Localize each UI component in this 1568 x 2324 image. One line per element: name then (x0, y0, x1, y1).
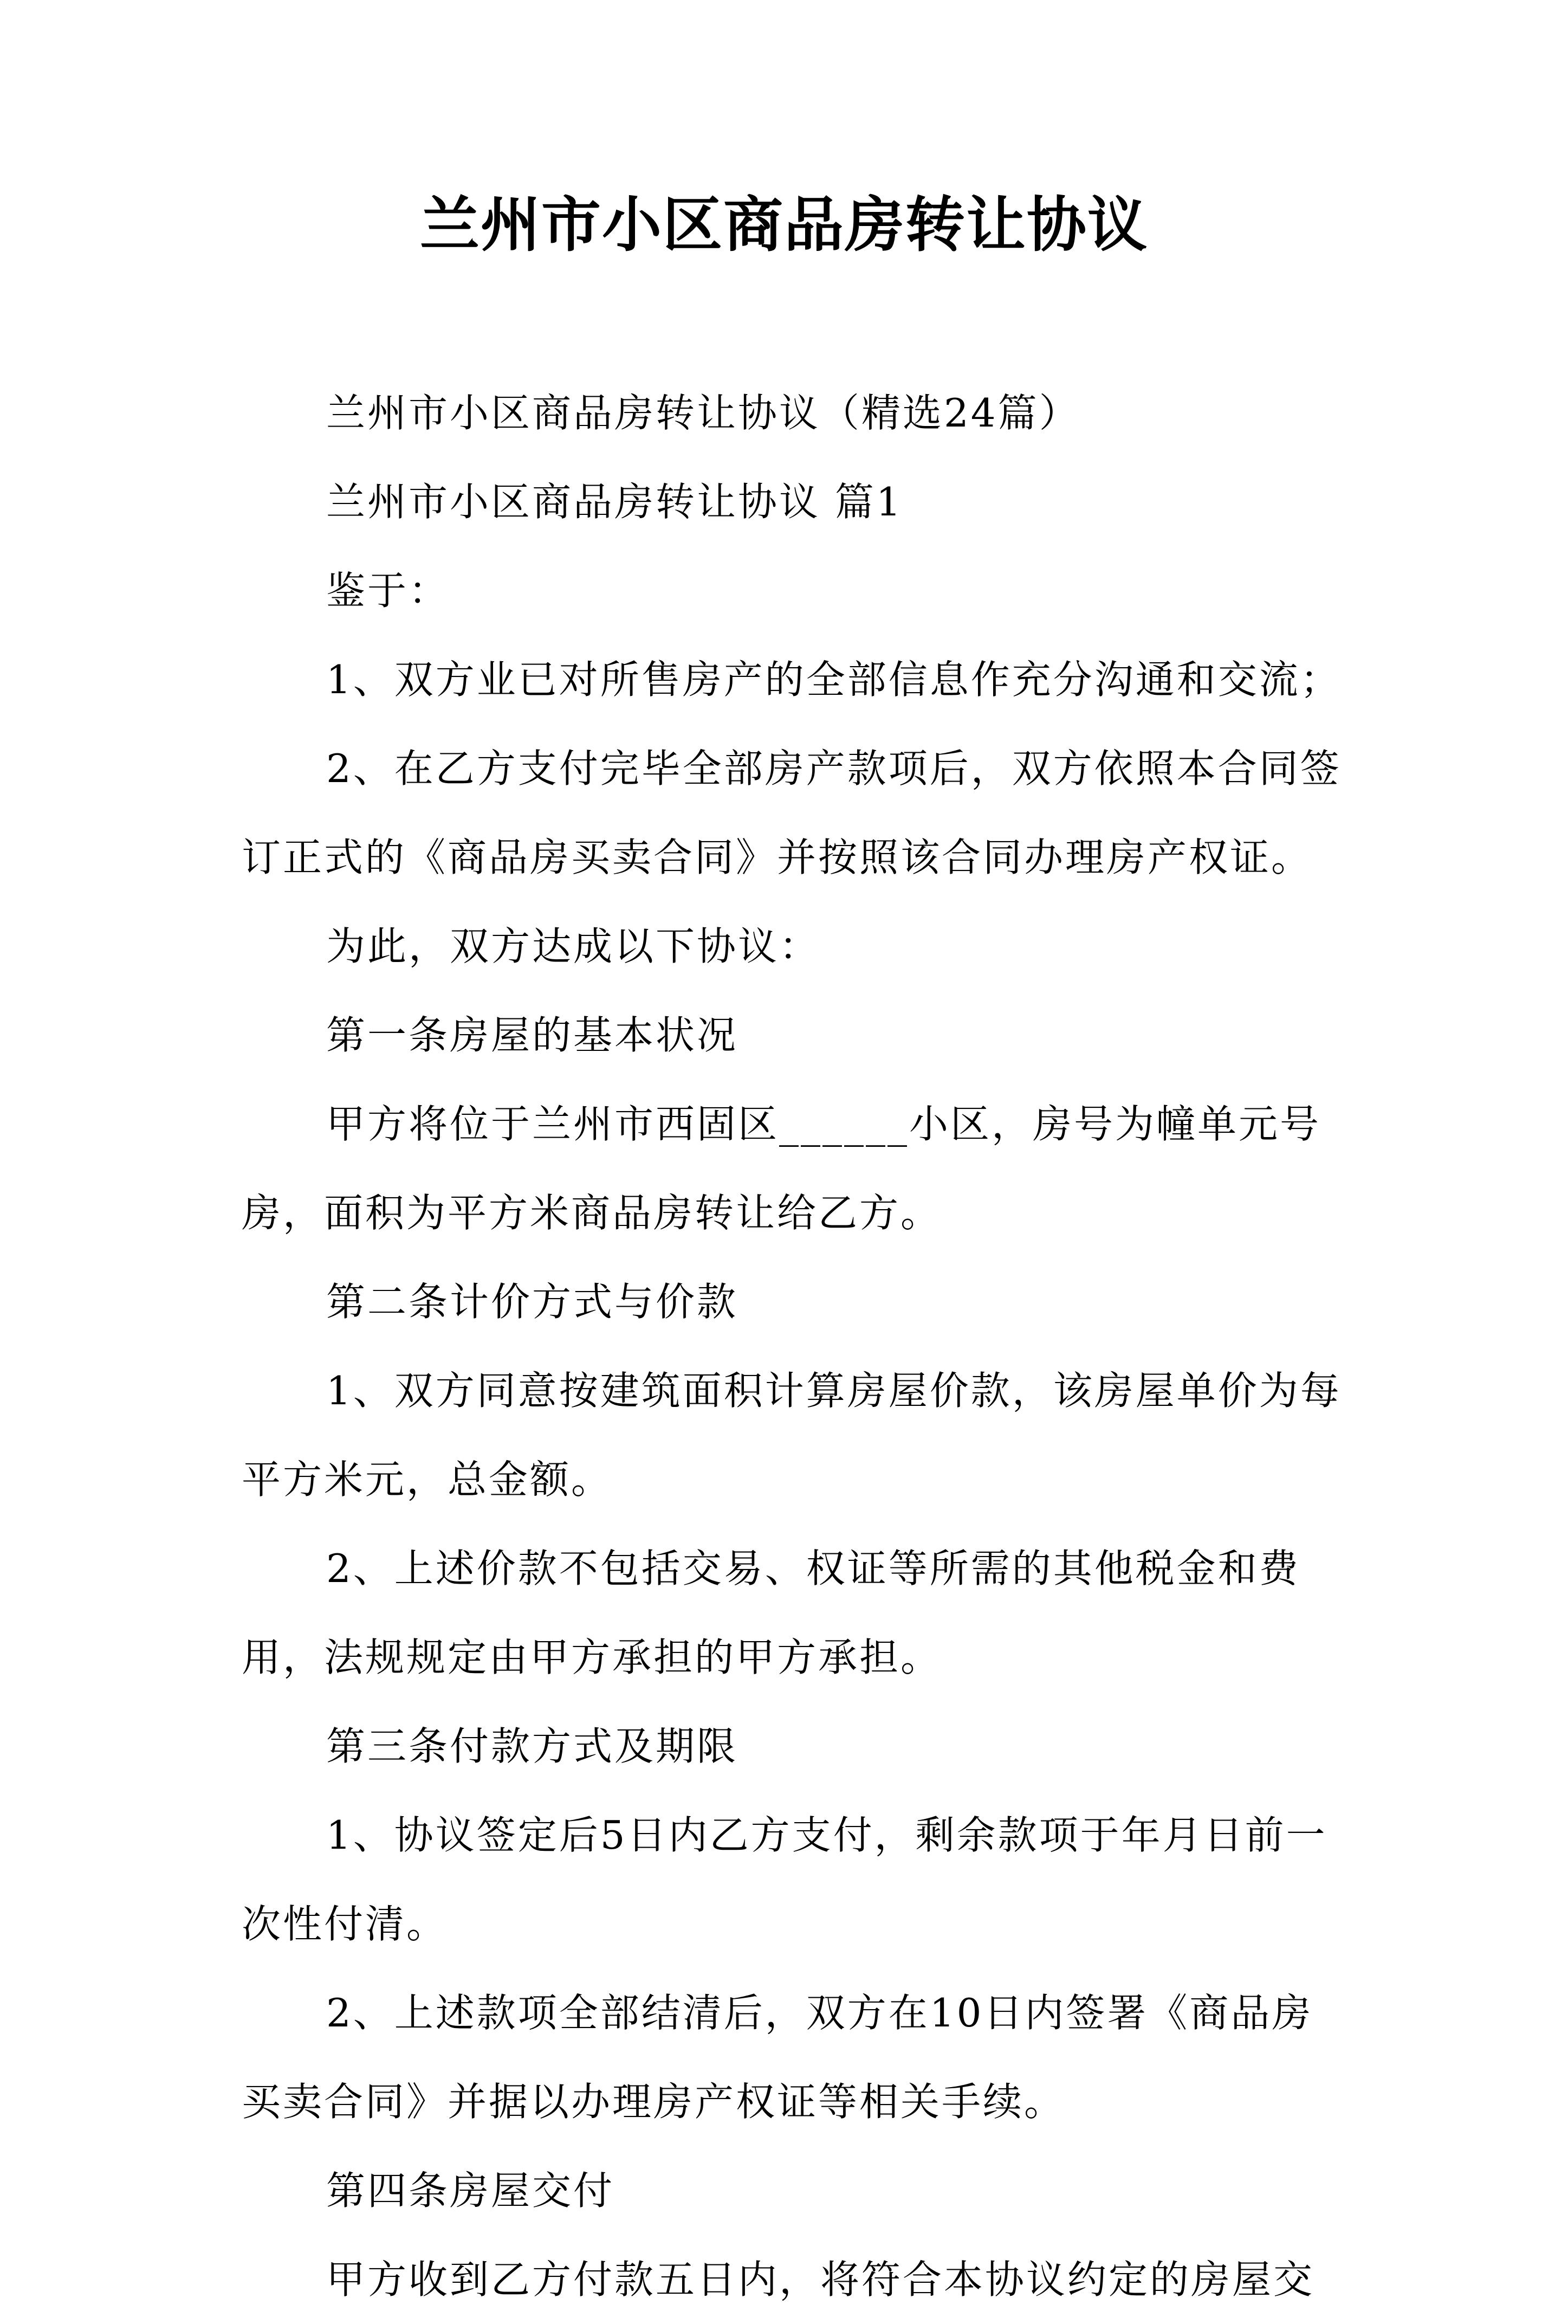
document-title: 兰州市小区商品房转让协议 (420, 190, 1148, 260)
paragraph-14: 2、上述款项全部结清后，双方在10日内签署《商品房买卖合同》并据以办理房产权证等相关手续。 (242, 1990, 1313, 2125)
paragraph-10: 1、双方同意按建筑面积计算房屋价款，该房屋单价为每平方米元，总金额。 (242, 1368, 1342, 1502)
paragraph-8: 甲方将位于兰州市西固区______小区，房号为幢单元号房，面积为平方米商品房转让给乙方。 (242, 1101, 1321, 1236)
paragraph-5: 2、在乙方支付完毕全部房产款项后，双方依照本合同签订正式的《商品房买卖合同》并按照该合同办理房产权证。 (242, 746, 1342, 880)
document-body (242, 369, 1347, 2324)
paragraph-3: 鉴于： (326, 568, 450, 614)
paragraph-6: 为此，双方达成以下协议： (326, 924, 821, 969)
paragraph-12: 第三条付款方式及期限 (326, 1723, 738, 1769)
paragraph-11: 2、上述价款不包括交易、权证等所需的其他税金和费用，法规规定由甲方承担的甲方承担。 (242, 1546, 1300, 1680)
paragraph-1: 兰州市小区商品房转让协议（精选24篇） (326, 390, 1080, 436)
paragraph-7: 第一条房屋的基本状况 (326, 1012, 738, 1058)
paragraph-4: 1、双方业已对所售房产的全部信息作充分沟通和交流； (326, 657, 1342, 702)
paragraph-2: 兰州市小区商品房转让协议 篇1 (326, 479, 903, 525)
paragraph-16: 甲方收到乙方付款五日内，将符合本协议约定的房屋交 (326, 2257, 1315, 2302)
paragraph-9: 第二条计价方式与价款 (326, 1279, 738, 1325)
paragraph-15: 第四条房屋交付 (326, 2168, 615, 2213)
paragraph-13: 1、协议签定后5日内乙方支付，剩余款项于年月日前一次性付清。 (242, 1812, 1327, 1947)
